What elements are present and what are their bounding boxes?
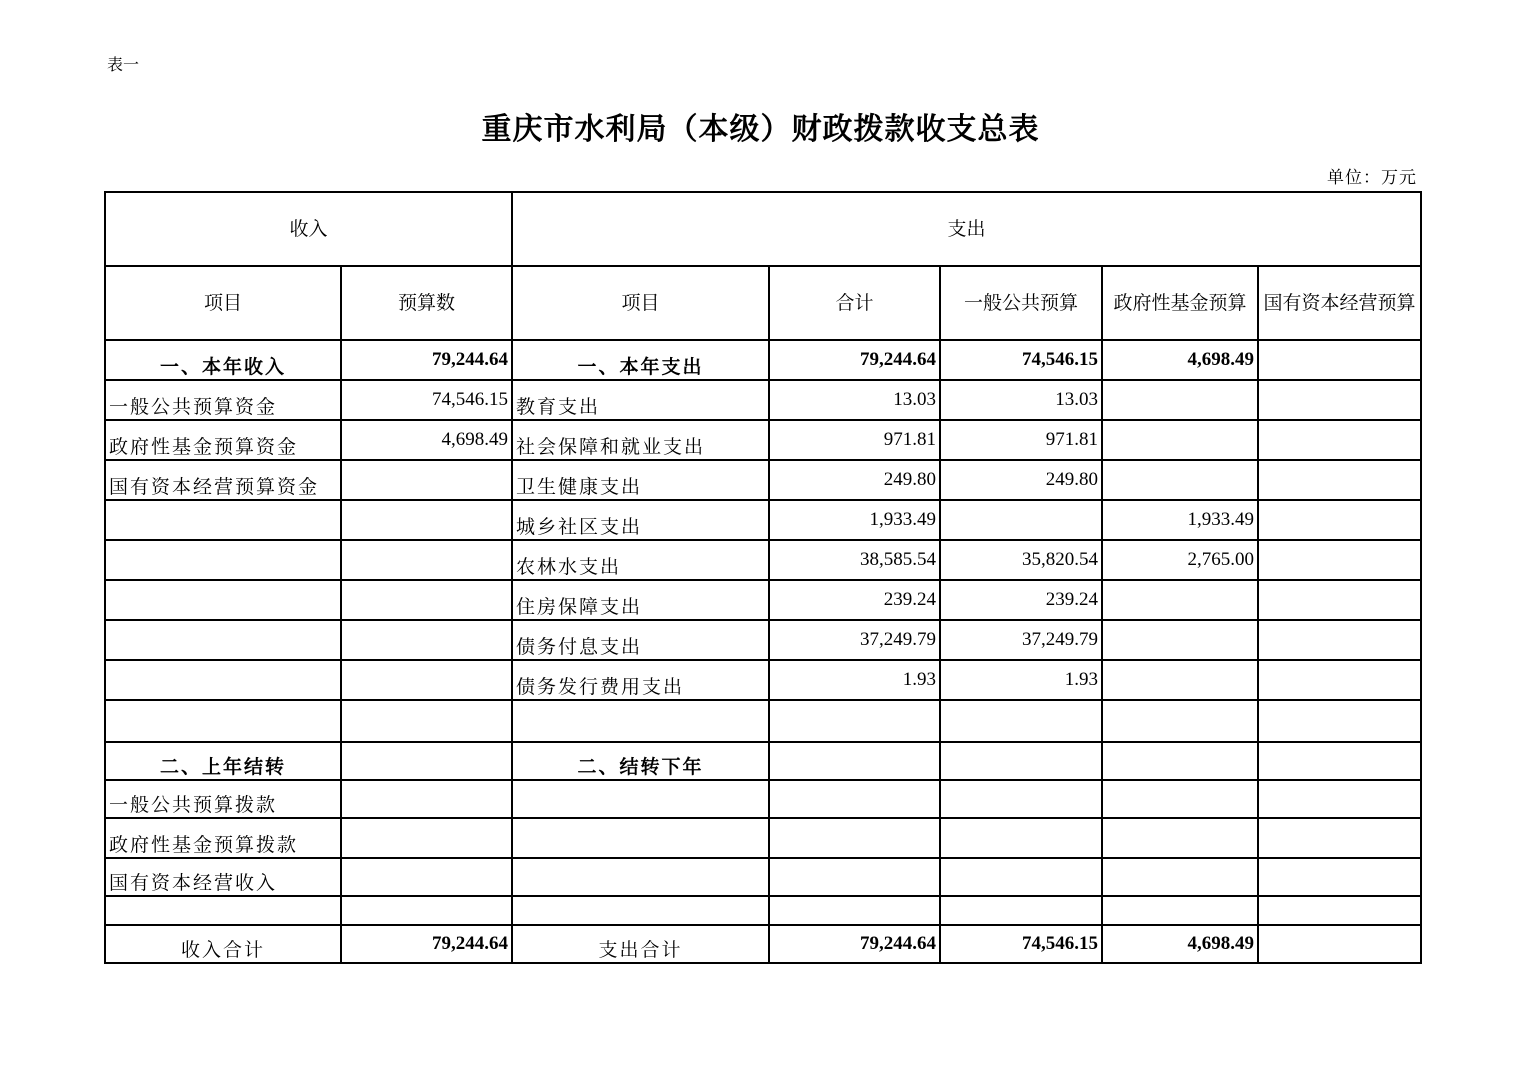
- income-item: [105, 660, 341, 700]
- expense-general: [940, 500, 1102, 540]
- empty-cell: [940, 780, 1102, 818]
- income-item: [105, 540, 341, 580]
- expense-item: 债务发行费用支出: [512, 660, 769, 700]
- empty-cell: [341, 742, 512, 780]
- empty-cell: [512, 896, 769, 925]
- empty-cell: [1102, 858, 1258, 896]
- empty-cell: [1258, 780, 1421, 818]
- income-item: 国有资本经营预算资金: [105, 460, 341, 500]
- income-value: [341, 540, 512, 580]
- expense-fund: [1102, 620, 1258, 660]
- document-title: 重庆市水利局（本级）财政拨款收支总表: [481, 112, 1040, 147]
- expense-fund: 1,933.49: [1102, 500, 1258, 540]
- empty-cell: [1258, 896, 1421, 925]
- expense-fund: [1102, 580, 1258, 620]
- expense-total: 249.80: [769, 460, 940, 500]
- empty-cell: [769, 858, 940, 896]
- expense-state: [1258, 380, 1421, 420]
- table-row: [105, 460, 1421, 500]
- expense-fund: [1102, 420, 1258, 460]
- empty-cell: [512, 858, 769, 896]
- general-total: 74,546.15: [940, 925, 1102, 963]
- empty-cell: [940, 700, 1102, 742]
- empty-cell: [512, 818, 769, 858]
- empty-cell: [1102, 780, 1258, 818]
- table-row: [105, 500, 1421, 540]
- expense-total: 38,585.54: [769, 540, 940, 580]
- expense-item: 卫生健康支出: [512, 460, 769, 500]
- expense-general: 239.24: [940, 580, 1102, 620]
- empty-cell: [1102, 818, 1258, 858]
- current-expense-label: 一、本年支出: [512, 340, 769, 380]
- expense-header: 支出: [512, 192, 1421, 266]
- current-year-row: [105, 340, 1421, 380]
- current-income-label: 一、本年收入: [105, 340, 341, 380]
- expense-state: [1258, 580, 1421, 620]
- income-item: [105, 580, 341, 620]
- empty-cell: [940, 896, 1102, 925]
- grand-total: 79,244.64: [769, 925, 940, 963]
- expense-general: 13.03: [940, 380, 1102, 420]
- expense-total: 13.03: [769, 380, 940, 420]
- fund-budget-header: 政府性基金预算: [1102, 266, 1258, 340]
- income-total-label: 收入合计: [105, 925, 341, 963]
- empty-cell: [1102, 896, 1258, 925]
- expense-fund: [1102, 460, 1258, 500]
- current-general: 74,546.15: [940, 340, 1102, 380]
- income-value: [341, 660, 512, 700]
- carryover-item: 一般公共预算拨款: [105, 780, 341, 818]
- total-header: 合计: [769, 266, 940, 340]
- income-item: [105, 500, 341, 540]
- table-row: [105, 540, 1421, 580]
- empty-cell: [105, 896, 341, 925]
- empty-cell: [940, 742, 1102, 780]
- empty-cell: [1258, 818, 1421, 858]
- empty-cell: [341, 780, 512, 818]
- empty-row: [105, 700, 1421, 742]
- current-fund: 4,698.49: [1102, 340, 1258, 380]
- expense-state: [1258, 460, 1421, 500]
- empty-cell: [1258, 742, 1421, 780]
- current-total: 79,244.64: [769, 340, 940, 380]
- expense-state: [1258, 660, 1421, 700]
- income-header: 收入: [105, 192, 512, 266]
- carryover-item: 政府性基金预算拨款: [105, 818, 341, 858]
- expense-total: 37,249.79: [769, 620, 940, 660]
- table-row: [105, 620, 1421, 660]
- budget-table: [104, 191, 1422, 964]
- unit-label: 单位：万元: [1327, 168, 1417, 188]
- carryover-expense-label: 二、结转下年: [512, 742, 769, 780]
- income-value: 4,698.49: [341, 420, 512, 460]
- expense-item: 教育支出: [512, 380, 769, 420]
- expense-state: [1258, 620, 1421, 660]
- empty-cell: [341, 700, 512, 742]
- income-total-value: 79,244.64: [341, 925, 512, 963]
- carryover-item-row: [105, 780, 1421, 818]
- expense-fund: [1102, 660, 1258, 700]
- fund-total: 4,698.49: [1102, 925, 1258, 963]
- income-value: [341, 460, 512, 500]
- expense-total: 1,933.49: [769, 500, 940, 540]
- income-item: 政府性基金预算资金: [105, 420, 341, 460]
- expense-general: 35,820.54: [940, 540, 1102, 580]
- income-value: [341, 580, 512, 620]
- income-value: [341, 500, 512, 540]
- expense-general: 37,249.79: [940, 620, 1102, 660]
- expense-general: 971.81: [940, 420, 1102, 460]
- expense-total: 239.24: [769, 580, 940, 620]
- carryover-item-row: [105, 818, 1421, 858]
- expense-item-header: 项目: [512, 266, 769, 340]
- expense-state: [1258, 500, 1421, 540]
- expense-item: 住房保障支出: [512, 580, 769, 620]
- empty-cell: [769, 818, 940, 858]
- table-row: [105, 660, 1421, 700]
- expense-general: 1.93: [940, 660, 1102, 700]
- expense-item: 债务付息支出: [512, 620, 769, 660]
- empty-cell: [341, 818, 512, 858]
- expense-fund: 2,765.00: [1102, 540, 1258, 580]
- current-income-value: 79,244.64: [341, 340, 512, 380]
- empty-cell: [1102, 742, 1258, 780]
- empty-cell: [769, 742, 940, 780]
- table-row: [105, 420, 1421, 460]
- expense-item: 社会保障和就业支出: [512, 420, 769, 460]
- income-item: 一般公共预算资金: [105, 380, 341, 420]
- table-row: [105, 580, 1421, 620]
- table-row: [105, 380, 1421, 420]
- expense-fund: [1102, 380, 1258, 420]
- carryover-row: [105, 742, 1421, 780]
- expense-general: 249.80: [940, 460, 1102, 500]
- empty-cell: [341, 858, 512, 896]
- state-capital-header: 国有资本经营预算: [1258, 266, 1421, 340]
- empty-cell: [1258, 858, 1421, 896]
- expense-item: 农林水支出: [512, 540, 769, 580]
- empty-cell: [940, 818, 1102, 858]
- table-label: 表一: [107, 55, 140, 74]
- current-state: [1258, 340, 1421, 380]
- empty-cell: [1258, 700, 1421, 742]
- empty-cell: [512, 780, 769, 818]
- carryover-item: 国有资本经营收入: [105, 858, 341, 896]
- expense-total: 971.81: [769, 420, 940, 460]
- income-item-header: 项目: [105, 266, 341, 340]
- expense-total-label: 支出合计: [512, 925, 769, 963]
- income-item: [105, 620, 341, 660]
- empty-cell: [769, 896, 940, 925]
- expense-state: [1258, 540, 1421, 580]
- header-row-columns: [105, 266, 1421, 340]
- income-value: 74,546.15: [341, 380, 512, 420]
- empty-row: [105, 896, 1421, 925]
- general-budget-header: 一般公共预算: [940, 266, 1102, 340]
- state-total: [1258, 925, 1421, 963]
- empty-cell: [769, 700, 940, 742]
- income-budget-header: 预算数: [341, 266, 512, 340]
- income-value: [341, 620, 512, 660]
- expense-state: [1258, 420, 1421, 460]
- totals-row: [105, 925, 1421, 963]
- empty-cell: [940, 858, 1102, 896]
- empty-cell: [512, 700, 769, 742]
- expense-item: 城乡社区支出: [512, 500, 769, 540]
- empty-cell: [1102, 700, 1258, 742]
- header-row-group: [105, 192, 1421, 266]
- carryover-income-label: 二、上年结转: [105, 742, 341, 780]
- empty-cell: [105, 700, 341, 742]
- empty-cell: [341, 896, 512, 925]
- expense-total: 1.93: [769, 660, 940, 700]
- carryover-item-row: [105, 858, 1421, 896]
- empty-cell: [769, 780, 940, 818]
